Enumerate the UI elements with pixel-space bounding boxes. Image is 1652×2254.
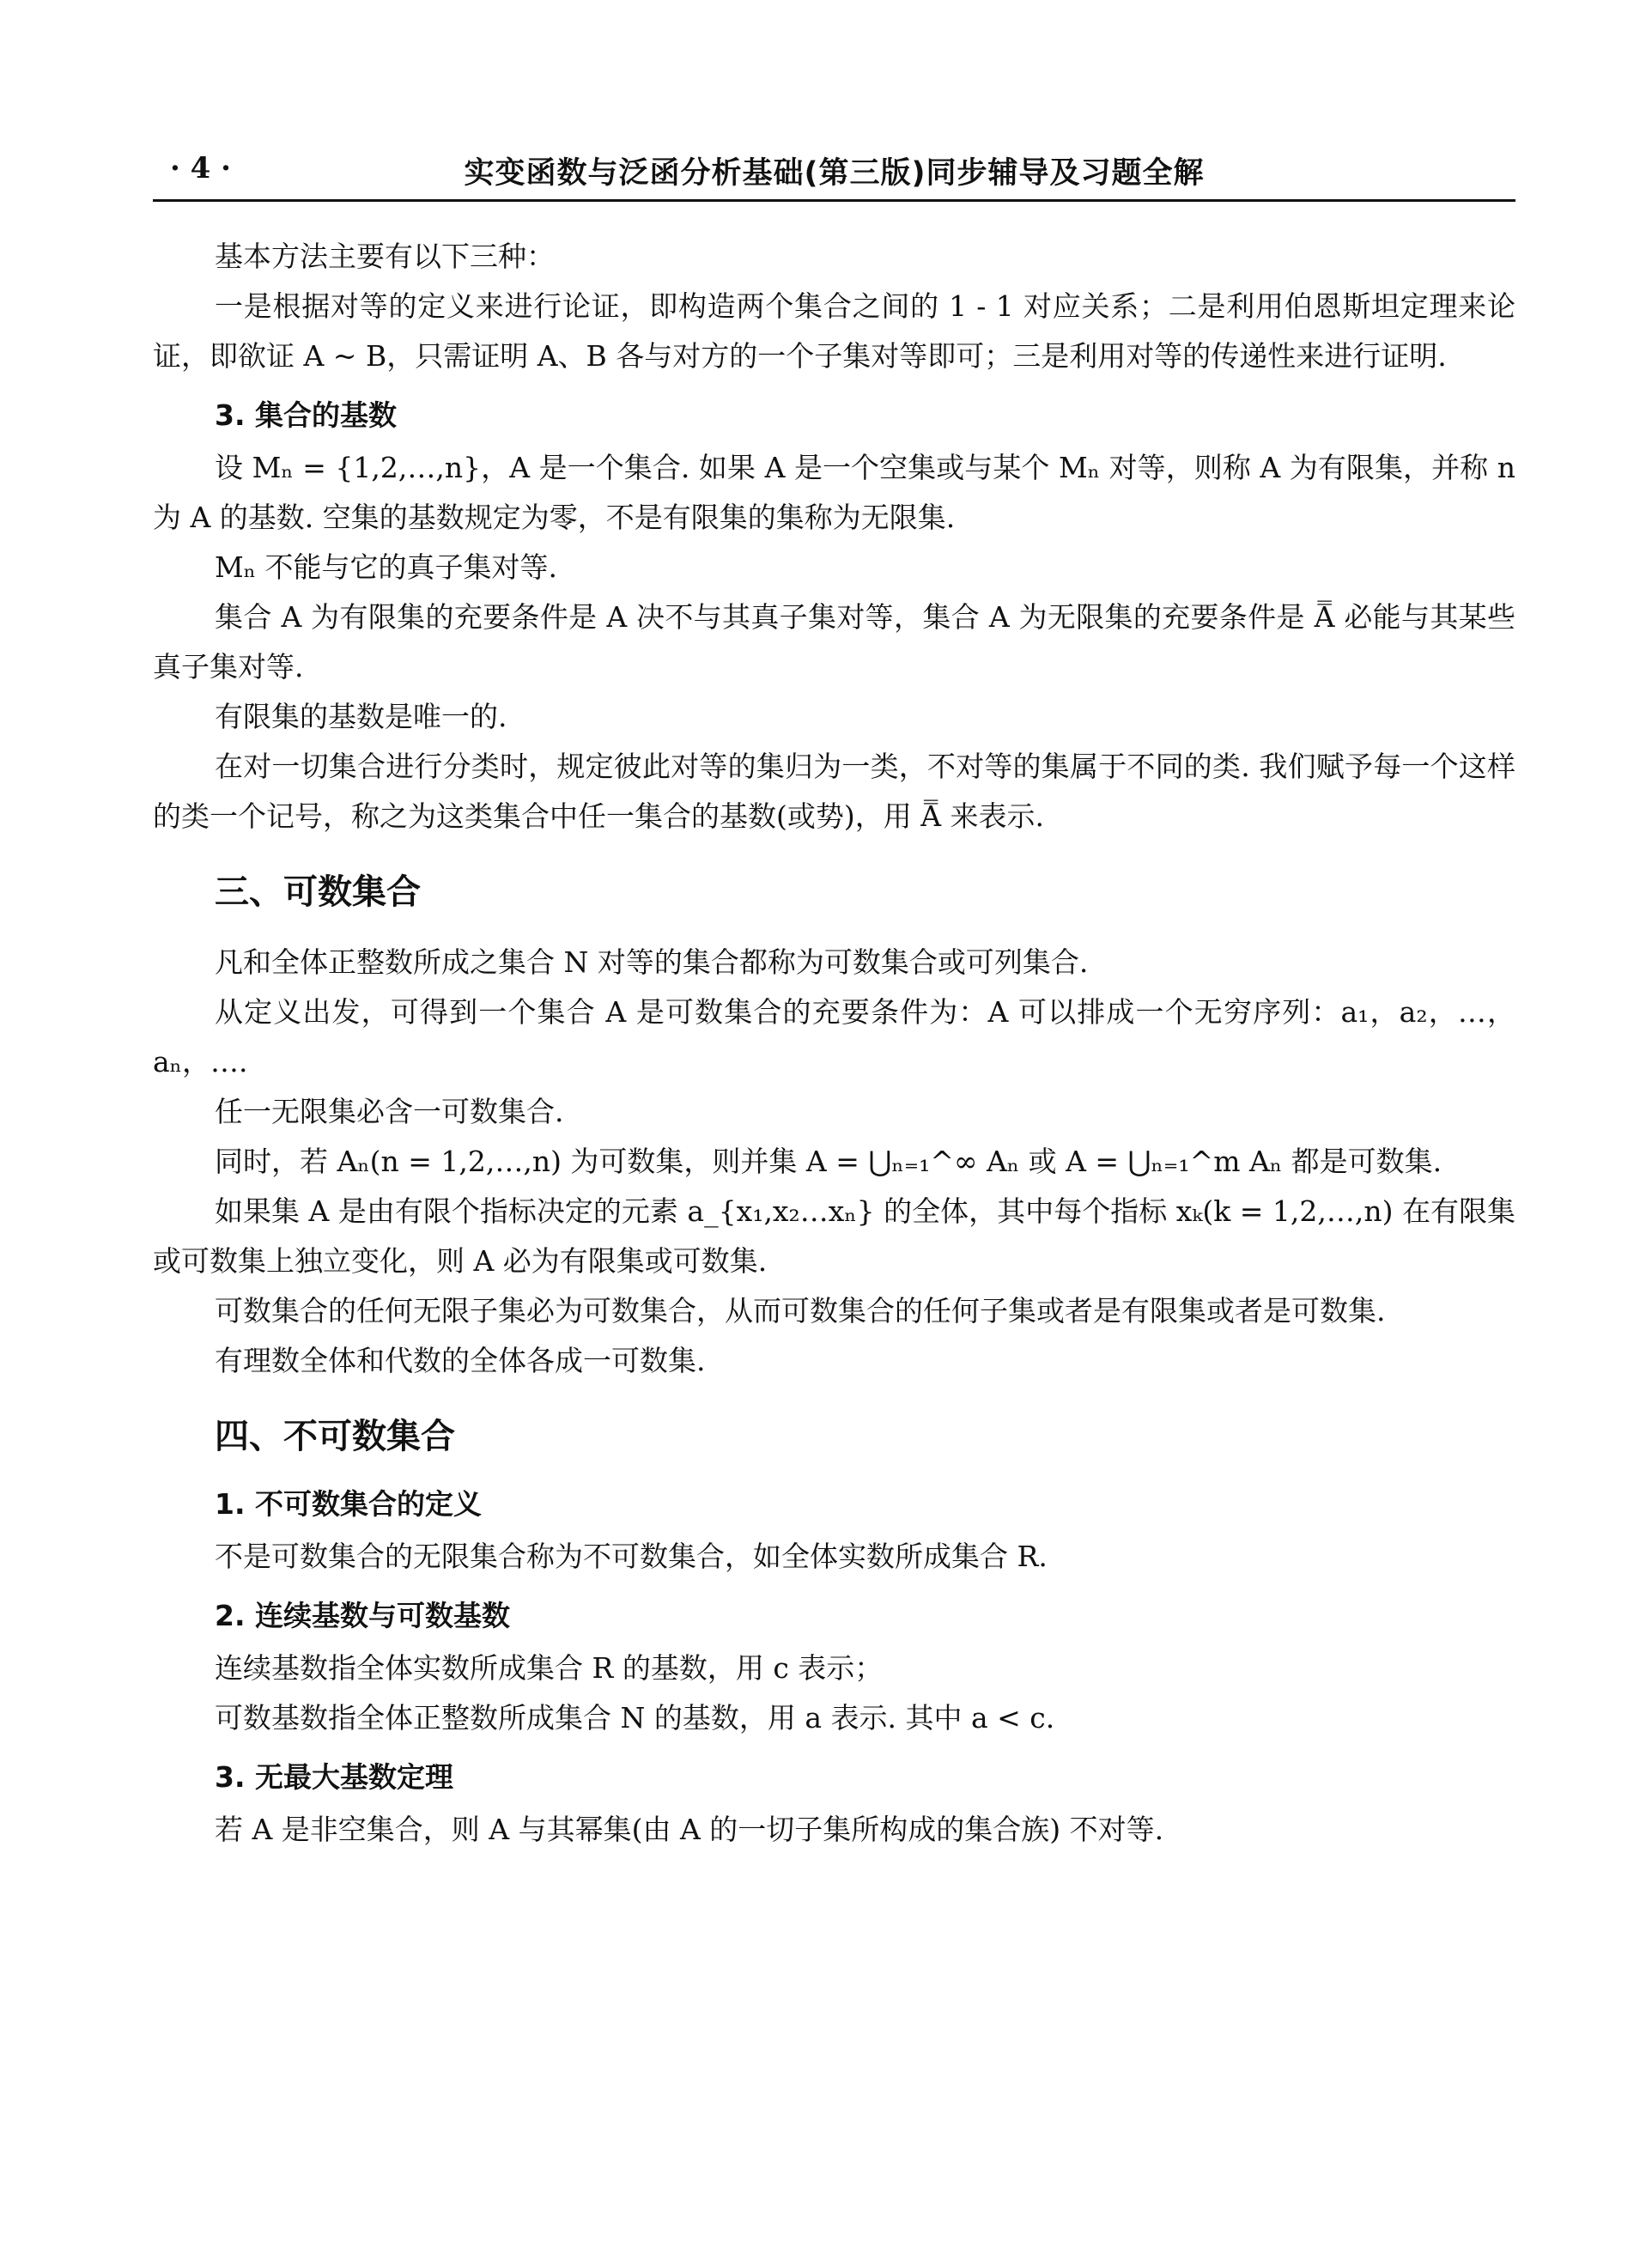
paragraph: 有理数全体和代数的全体各成一可数集. [215,1344,706,1377]
paragraph: 有限集的基数是唯一的. [215,700,507,733]
page-header [153,148,1515,196]
paragraph: 同时，若 Aₙ(n = 1,2,…,n) 为可数集，则并集 A = ⋃ₙ₌₁^∞ Aₙ 或 A = ⋃ₙ₌₁^m Aₙ 都是可数集. [215,1145,1442,1178]
paragraph: 在对一切集合进行分类时，规定彼此对等的集归为一类，不对等的集属于不同的类. 我们赋予每一个这样的类一个记号，称之为这类集合中任一集合的基数(或势)，用 A̿ 来表示. [153,750,1515,833]
subsection-heading: 3. 无最大基数定理 [215,1760,453,1794]
paragraph: 集合 A 为有限集的充要条件是 A 决不与其真子集对等，集合 A 为无限集的充要条件是 A̿ 必能与其某些真子集对等. [153,600,1515,683]
subsection-heading: 3. 集合的基数 [215,398,397,432]
paragraph: 从定义出发，可得到一个集合 A 是可数集合的充要条件为：A 可以排成一个无穷序列：a₁，a₂，…，aₙ，…. [153,995,1515,1078]
paragraph: 凡和全体正整数所成之集合 N 对等的集合都称为可数集合或可列集合. [215,945,1089,979]
paragraph: 连续基数指全体实数所成集合 R 的基数，用 c 表示； [215,1651,884,1685]
paragraph: 不是可数集合的无限集合称为不可数集合，如全体实数所成集合 R. [215,1540,1048,1573]
paragraph: 设 Mₙ = {1,2,…,n}，A 是一个集合. 如果 A 是一个空集或与某个 Mₙ 对等，则称 A 为有限集，并称 n 为 A 的基数. 空集的基数规定为零，不是有限集的集称为无限集. [153,451,1515,534]
paragraph: 可数基数指全体正整数所成集合 N 的基数，用 a 表示. 其中 a < c. [215,1701,1055,1735]
section-heading: 三、可数集合 [215,872,421,912]
paragraph: 一是根据对等的定义来进行论证，即构造两个集合之间的 1 - 1 对应关系；二是利用伯恩斯坦定理来论证，即欲证 A ~ B，只需证明 A、B 各与对方的一个子集对等即可；三是利用对等的传递性来进行证明. [153,289,1515,373]
section-heading: 四、不可数集合 [215,1417,455,1456]
page-number: · 4 · [170,151,232,185]
paragraph: 若 A 是非空集合，则 A 与其幂集(由 A 的一切子集所构成的集合族) 不对等. [215,1813,1164,1846]
book-title: 实变函数与泛函分析基础(第三版)同步辅导及习题全解 [464,156,1205,191]
page-body [153,232,1515,1855]
paragraph: 可数集合的任何无限子集必为可数集合，从而可数集合的任何子集或者是有限集或者是可数集. [215,1294,1386,1327]
paragraph: 如果集 A 是由有限个指标决定的元素 a_{x₁,x₂…xₙ} 的全体，其中每个指标 xₖ(k = 1,2,…,n) 在有限集或可数集上独立变化，则 A 必为有限集或可数集. [153,1194,1515,1278]
subsection-heading: 2. 连续基数与可数基数 [215,1599,510,1632]
paragraph: 任一无限集必含一可数集合. [215,1095,564,1128]
paragraph: Mₙ 不能与它的真子集对等. [215,550,558,584]
paragraph: 基本方法主要有以下三种： [215,240,555,273]
subsection-heading: 1. 不可数集合的定义 [215,1487,482,1521]
header-rule [153,199,1515,202]
